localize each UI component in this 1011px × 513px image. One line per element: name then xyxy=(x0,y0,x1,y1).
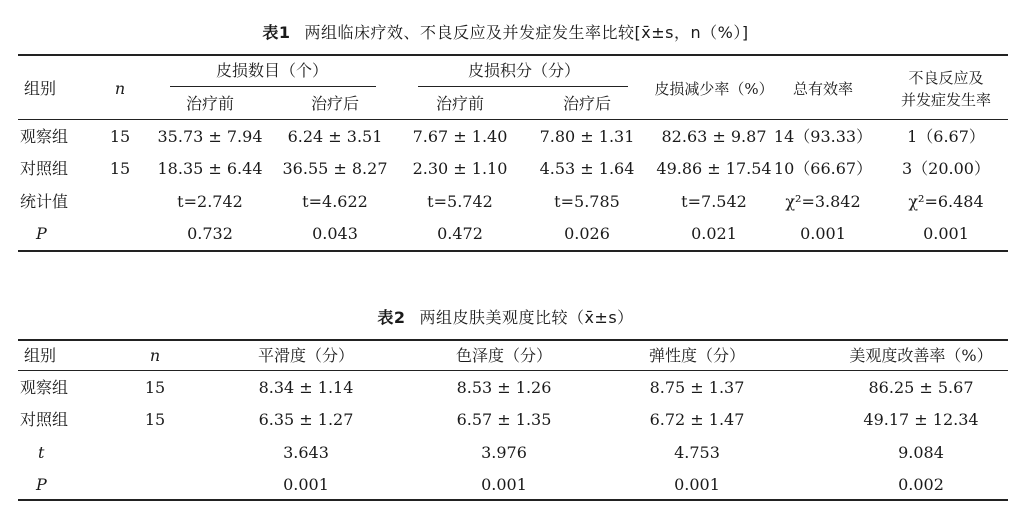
table1-r1-total-eff: 14（93.33） xyxy=(773,127,873,146)
table1-r4-count-before: 0.732 xyxy=(187,224,233,243)
table2-header-improvement: 美观度改善率（%） xyxy=(849,346,993,365)
table2-caption-text: 两组皮肤美观度比较（x̄±s） xyxy=(419,308,634,327)
table2-r4-elasticity: 0.001 xyxy=(674,475,720,494)
table2-r1-n: 15 xyxy=(144,378,166,397)
table2-r3-smoothness: 3.643 xyxy=(283,443,329,462)
table1-r2-reduction: 49.86 ± 17.54 xyxy=(656,159,772,178)
table1-r4-total-eff: 0.001 xyxy=(800,224,846,243)
table2-header-n: n xyxy=(149,346,161,365)
table2-r1-color: 8.53 ± 1.26 xyxy=(456,378,552,397)
table1-header-reduction: 皮损减少率（%） xyxy=(654,80,774,98)
table2-header-smoothness: 平滑度（分） xyxy=(257,346,355,365)
table1-r1-count-after: 6.24 ± 3.51 xyxy=(287,127,383,146)
table1-r4-score-after: 0.026 xyxy=(564,224,610,243)
table2-r3-elasticity: 4.753 xyxy=(674,443,720,462)
table2-header-rule xyxy=(18,370,1008,371)
table2-r4-group: P xyxy=(36,475,47,494)
table2-r1-elasticity: 8.75 ± 1.37 xyxy=(649,378,745,397)
table1-r1-n: 15 xyxy=(109,127,131,146)
table2-caption xyxy=(0,305,1011,328)
table1-caption xyxy=(0,20,1011,43)
table1-r4-score-before: 0.472 xyxy=(437,224,483,243)
table1-r4-count-after: 0.043 xyxy=(312,224,358,243)
table1-header-score-before: 治疗前 xyxy=(435,94,485,113)
table1-header-count-after: 治疗后 xyxy=(310,94,360,113)
table1-r2-count-after: 36.55 ± 8.27 xyxy=(282,159,388,178)
table1-caption-number: 表1 xyxy=(262,23,291,42)
table1-r4-group: P xyxy=(36,224,47,243)
table1-r4-adverse: 0.001 xyxy=(923,224,969,243)
table1-r3-count-before: t=2.742 xyxy=(177,192,243,211)
table1-r4-reduction: 0.021 xyxy=(691,224,737,243)
table1-r1-adverse: 1（6.67） xyxy=(907,127,985,146)
table2-r2-group: 对照组 xyxy=(20,410,69,429)
table2-header-group: 组别 xyxy=(24,346,57,365)
table2-header-color: 色泽度（分） xyxy=(455,346,553,365)
table1-caption-text: 两组临床疗效、不良反应及并发症发生率比较[x̄±s，n（%）] xyxy=(304,23,749,42)
table1-r2-count-before: 18.35 ± 6.44 xyxy=(157,159,263,178)
table1-header-n: n xyxy=(114,79,126,98)
table1-r3-group: 统计值 xyxy=(20,192,69,211)
table1-r2-score-after: 4.53 ± 1.64 xyxy=(539,159,635,178)
table1-r3-score-before: t=5.742 xyxy=(427,192,493,211)
table2-r1-smoothness: 8.34 ± 1.14 xyxy=(258,378,354,397)
table1-r2-n: 15 xyxy=(109,159,131,178)
table1-r1-score-before: 7.67 ± 1.40 xyxy=(412,127,508,146)
table1-r2-adverse: 3（20.00） xyxy=(902,159,990,178)
table1-header-lesion-score: 皮损积分（分） xyxy=(467,61,581,80)
table1-header-lesion-count: 皮损数目（个） xyxy=(215,61,329,80)
table2-r4-improvement: 0.002 xyxy=(898,475,944,494)
table2-r2-color: 6.57 ± 1.35 xyxy=(456,410,552,429)
table2-r2-smoothness: 6.35 ± 1.27 xyxy=(258,410,354,429)
table1-header-count-before: 治疗前 xyxy=(185,94,235,113)
table1-r3-reduction: t=7.542 xyxy=(681,192,747,211)
table1-header-adverse-line2: 并发症发生率 xyxy=(900,91,992,109)
table1-r1-reduction: 82.63 ± 9.87 xyxy=(661,127,767,146)
table1-header-score-after: 治疗后 xyxy=(562,94,612,113)
table1-header-adverse-line1: 不良反应及 xyxy=(908,69,984,87)
table2-r1-group: 观察组 xyxy=(20,378,69,397)
table1-r3-total-eff: χ²=3.842 xyxy=(785,192,861,211)
table1-r1-group: 观察组 xyxy=(20,127,69,146)
table2-r2-n: 15 xyxy=(144,410,166,429)
table1-subheader-rule-count xyxy=(170,86,376,87)
table2-r3-color: 3.976 xyxy=(481,443,527,462)
table1-header-rule xyxy=(18,119,1008,120)
table1-r3-adverse: χ²=6.484 xyxy=(908,192,984,211)
table1-r2-total-eff: 10（66.67） xyxy=(773,159,873,178)
table2-r3-group: t xyxy=(38,443,45,462)
table1-r3-score-after: t=5.785 xyxy=(554,192,620,211)
table2-top-rule xyxy=(18,339,1008,341)
table2-r3-improvement: 9.084 xyxy=(898,443,944,462)
table1-r2-score-before: 2.30 ± 1.10 xyxy=(412,159,508,178)
table2-r4-color: 0.001 xyxy=(481,475,527,494)
table1-bottom-rule xyxy=(18,250,1008,252)
table2-r2-elasticity: 6.72 ± 1.47 xyxy=(649,410,745,429)
table1-top-rule xyxy=(18,54,1008,56)
table2-header-elasticity: 弹性度（分） xyxy=(648,346,746,365)
table2-r4-smoothness: 0.001 xyxy=(283,475,329,494)
table1-r1-count-before: 35.73 ± 7.94 xyxy=(157,127,263,146)
table2-bottom-rule xyxy=(18,499,1008,501)
table1-r2-group: 对照组 xyxy=(20,159,69,178)
table1-r1-score-after: 7.80 ± 1.31 xyxy=(539,127,635,146)
table2-caption-number: 表2 xyxy=(377,308,406,327)
table2-r2-improvement: 49.17 ± 12.34 xyxy=(863,410,979,429)
table1-header-group: 组别 xyxy=(24,79,57,98)
table1-r3-count-after: t=4.622 xyxy=(302,192,368,211)
table2-r1-improvement: 86.25 ± 5.67 xyxy=(868,378,974,397)
table1-header-total-eff: 总有效率 xyxy=(792,80,854,98)
table1-subheader-rule-score xyxy=(418,86,628,87)
